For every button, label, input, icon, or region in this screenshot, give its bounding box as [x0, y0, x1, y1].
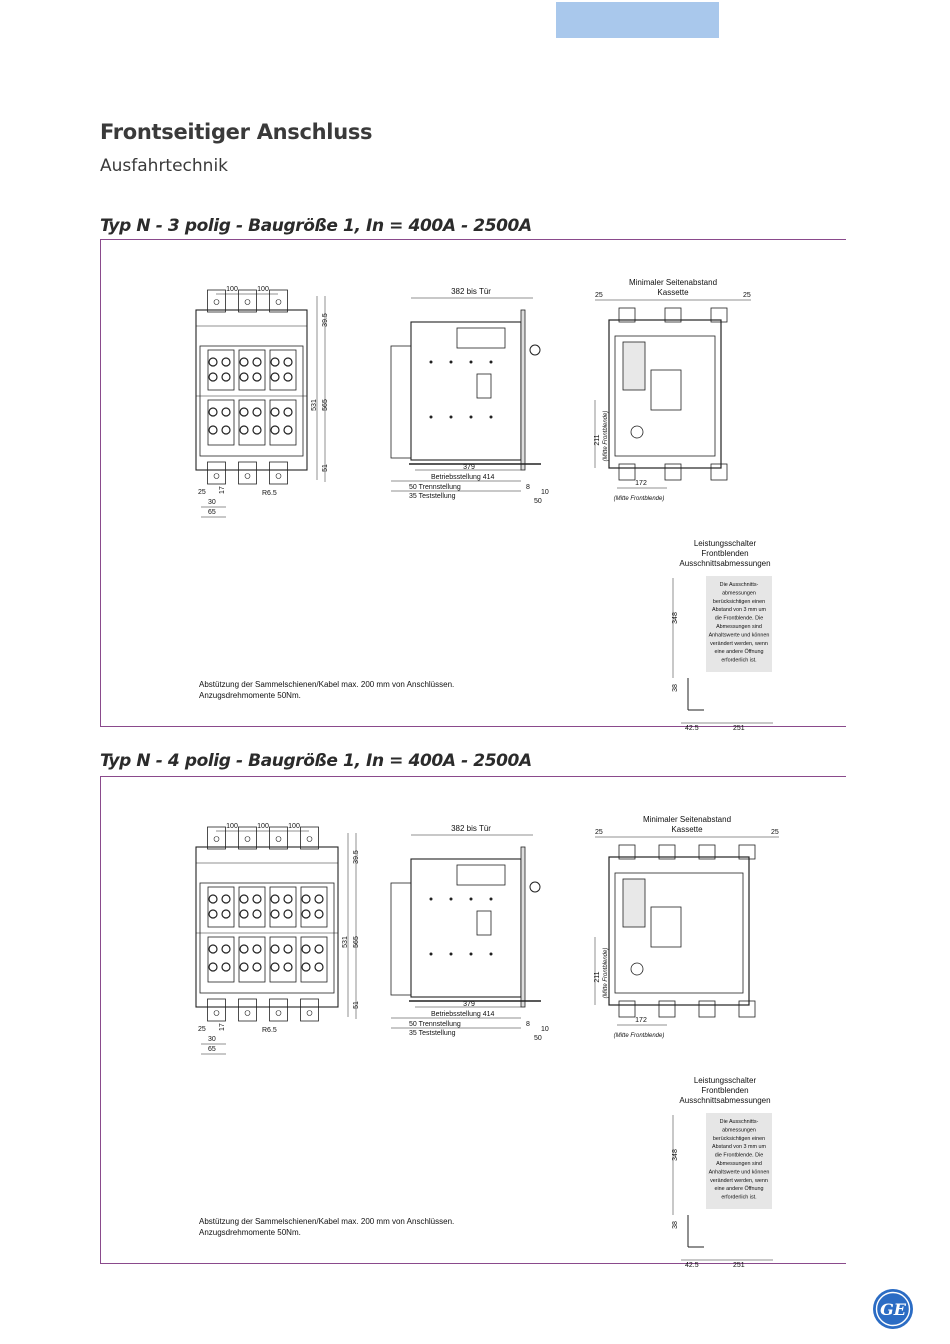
terminal-screw	[284, 895, 292, 903]
dim-25-left: 25	[595, 829, 603, 836]
dim-10: 10	[541, 489, 549, 496]
dim-565: 565	[353, 936, 360, 948]
rear-terminal-bottom	[739, 1001, 755, 1017]
side-handle	[530, 345, 540, 355]
dim-25-right: 25	[743, 292, 751, 299]
cutout-note-line: Abstand von 3 mm um	[712, 607, 766, 614]
bolt-hole	[214, 300, 219, 305]
pole-lower	[301, 937, 327, 982]
dim-38: 38	[672, 1221, 679, 1229]
dim-42-5: 42.5	[685, 725, 699, 732]
pole-lower	[208, 400, 234, 445]
cutout-title-1: Leistungsschalter	[693, 1076, 757, 1085]
pole-upper	[208, 887, 234, 927]
bolt-hole	[245, 1011, 250, 1016]
side-rivet	[450, 361, 453, 364]
mitte-frontblende-vertical: (Mitte Frontblende)	[603, 410, 609, 462]
terminal-screw	[284, 426, 292, 434]
pole-lower	[208, 937, 234, 982]
dim-pitch: 100	[257, 823, 269, 830]
footnote-abstuetzung: Abstützung der Sammelschienen/Kabel max. 200 mm von Anschlüssen.	[199, 680, 455, 689]
side-rivet	[450, 953, 453, 956]
side-rivet	[470, 361, 473, 364]
cutout-note-line: die Frontblende. Die	[714, 1152, 764, 1159]
busbar-bottom	[301, 999, 319, 1021]
mitte-frontblende-vertical: (Mitte Frontblende)	[603, 947, 609, 999]
dim-565: 565	[322, 399, 329, 411]
rear-terminal-bottom	[619, 1001, 635, 1017]
terminal-screw	[240, 910, 248, 918]
dim-348: 348	[672, 1149, 679, 1161]
busbar-top	[239, 827, 257, 849]
side-rivet	[430, 416, 433, 419]
dim-382-bis-tuer: 382 bis Tür	[451, 824, 491, 833]
bolt-hole	[276, 300, 281, 305]
dim-25: 25	[198, 489, 206, 496]
terminal-screw	[222, 358, 230, 366]
dim-trennstellung: 50 Trennstellung	[409, 1021, 461, 1028]
dim-39-5: 39.5	[353, 850, 360, 864]
terminal-screw	[284, 358, 292, 366]
terminal-screw	[284, 910, 292, 918]
busbar-top	[270, 827, 288, 849]
footnote-abstuetzung: Abstützung der Sammelschienen/Kabel max. 200 mm von Anschlüssen.	[199, 1217, 455, 1226]
cutout-note-line: Abmessungen sind	[716, 624, 762, 630]
kassette-window	[623, 342, 645, 390]
front-panel	[200, 883, 334, 993]
terminal-screw	[271, 373, 279, 381]
terminal-screw	[253, 426, 261, 434]
terminal-screw	[240, 963, 248, 971]
dim-51: 51	[353, 1001, 360, 1009]
terminal-screw	[271, 910, 279, 918]
side-rivet	[490, 898, 493, 901]
terminal-screw	[302, 945, 310, 953]
dim-r6-5: R6.5	[262, 490, 277, 497]
terminal-screw	[271, 963, 279, 971]
terminal-screw	[253, 408, 261, 416]
bolt-hole	[214, 474, 219, 479]
dim-betriebsstellung: Betriebsstellung 414	[431, 1011, 495, 1018]
dim-50: 50	[534, 1035, 542, 1042]
busbar-top	[301, 827, 319, 849]
bolt-hole	[245, 300, 250, 305]
terminal-screw	[284, 408, 292, 416]
terminal-screw	[240, 945, 248, 953]
dim-30: 30	[208, 1036, 216, 1043]
dim-betriebsstellung: Betriebsstellung 414	[431, 474, 495, 481]
side-label-plate	[457, 328, 505, 348]
cutout-title-2: Frontblenden	[701, 1086, 749, 1095]
dim-382-bis-tuer: 382 bis Tür	[451, 287, 491, 296]
terminal-screw	[253, 963, 261, 971]
dim-pitch: 100	[226, 286, 238, 293]
terminal-screw	[209, 895, 217, 903]
kassette-window	[623, 879, 645, 927]
pole-upper	[239, 887, 265, 927]
terminal-screw	[253, 373, 261, 381]
pole-lower	[270, 400, 296, 445]
rear-terminal-bottom	[699, 1001, 715, 1017]
cutout-title-2: Frontblenden	[701, 549, 749, 558]
cutout-note-line: eine andere Öffnung	[714, 1186, 764, 1193]
dim-65: 65	[208, 509, 216, 516]
pole-lower	[239, 937, 265, 982]
dim-211: 211	[594, 434, 601, 446]
ge-logo-icon	[872, 1288, 914, 1330]
side-rear-block	[391, 883, 411, 995]
busbar-top	[208, 290, 226, 312]
dim-348: 348	[672, 612, 679, 624]
dim-teststellung: 35 Teststellung	[409, 1030, 456, 1037]
dim-8: 8	[526, 1021, 530, 1028]
cutout-note-line: erforderlich ist.	[721, 1194, 757, 1201]
terminal-screw	[222, 945, 230, 953]
side-rivet	[430, 361, 433, 364]
cutout-note-line: berücksichtigen einen	[712, 598, 766, 605]
pole-lower	[239, 400, 265, 445]
cutout-title-3: Ausschnittsabmessungen	[679, 1096, 771, 1105]
section-title-4pol: Typ N - 4 polig - Baugröße 1, In = 400A - 2500A	[100, 751, 532, 771]
dim-531: 531	[342, 936, 349, 948]
kassette-controls	[651, 370, 681, 410]
terminal-screw	[222, 910, 230, 918]
bolt-hole	[276, 474, 281, 479]
terminal-screw	[271, 426, 279, 434]
terminal-screw	[302, 963, 310, 971]
terminal-screw	[240, 358, 248, 366]
dim-50: 50	[534, 498, 542, 505]
dim-pitch: 100	[226, 823, 238, 830]
terminal-screw	[315, 963, 323, 971]
side-rivet	[490, 953, 493, 956]
dim-172: 172	[635, 480, 647, 487]
terminal-screw	[253, 358, 261, 366]
dim-51: 51	[322, 464, 329, 472]
busbar-bottom	[208, 999, 226, 1021]
page-title: Frontseitiger Anschluss	[100, 120, 373, 144]
busbar-top	[270, 290, 288, 312]
side-body	[411, 859, 521, 997]
terminal-screw	[209, 408, 217, 416]
side-handle	[530, 882, 540, 892]
terminal-screw	[253, 895, 261, 903]
dim-251: 251	[733, 725, 745, 732]
kassette-knob	[631, 426, 643, 438]
side-body	[411, 322, 521, 460]
cutout-title-3: Ausschnittsabmessungen	[679, 559, 771, 568]
busbar-top	[208, 827, 226, 849]
terminal-screw	[209, 910, 217, 918]
side-lever	[477, 374, 491, 398]
mitte-frontblende-horizontal: (Mitte Frontblende)	[613, 1033, 665, 1039]
dim-531: 531	[311, 399, 318, 411]
cutout-note-line: eine andere Öffnung	[714, 649, 764, 656]
busbar-bottom	[239, 462, 257, 484]
drawing-frame-3pol	[100, 239, 846, 732]
ge-logo-text: GE	[880, 1300, 906, 1319]
kassette-controls	[651, 907, 681, 947]
busbar-bottom	[239, 999, 257, 1021]
terminal-screw	[315, 895, 323, 903]
dim-251: 251	[733, 1262, 745, 1269]
kassette-title-1: Minimaler Seitenabstand	[642, 815, 732, 824]
terminal-screw	[315, 910, 323, 918]
dim-211: 211	[594, 971, 601, 983]
dim-r6-5: R6.5	[262, 1027, 277, 1034]
terminal-screw	[222, 408, 230, 416]
terminal-screw	[222, 963, 230, 971]
side-rivet	[470, 416, 473, 419]
kassette-knob	[631, 963, 643, 975]
pole-upper	[270, 350, 296, 390]
busbar-top	[239, 290, 257, 312]
dim-42-5: 42.5	[685, 1262, 699, 1269]
side-rivet	[450, 416, 453, 419]
rear-terminal-bottom	[659, 1001, 675, 1017]
terminal-screw	[240, 373, 248, 381]
terminal-screw	[271, 358, 279, 366]
header-tab-bar	[556, 2, 719, 38]
kassette-title-1: Minimaler Seitenabstand	[628, 278, 718, 287]
rear-terminal-bottom	[619, 464, 635, 480]
pole-upper	[208, 350, 234, 390]
terminal-screw	[222, 426, 230, 434]
side-rear-block	[391, 346, 411, 458]
terminal-screw	[209, 963, 217, 971]
terminal-screw	[240, 895, 248, 903]
terminal-screw	[222, 373, 230, 381]
bolt-hole	[307, 837, 312, 842]
side-door-frame	[521, 310, 525, 470]
side-door-frame	[521, 847, 525, 1007]
side-rivet	[450, 898, 453, 901]
cutout-note-line: verändert werden, wenn	[710, 640, 768, 647]
side-rivet	[490, 361, 493, 364]
side-rivet	[430, 953, 433, 956]
dim-10: 10	[541, 1026, 549, 1033]
terminal-screw	[253, 910, 261, 918]
cutout-note-line: Abstand von 3 mm um	[712, 1144, 766, 1151]
dim-trennstellung: 50 Trennstellung	[409, 484, 461, 491]
footnote-anzugsdrehmomente: Anzugsdrehmomente 50Nm.	[199, 691, 301, 700]
terminal-screw	[209, 358, 217, 366]
terminal-screw	[302, 895, 310, 903]
cutout-note-line: Anhaltswerte und können	[708, 632, 770, 639]
dim-38: 38	[672, 684, 679, 692]
dim-379: 379	[463, 464, 475, 471]
rear-terminal-bottom	[711, 464, 727, 480]
pole-upper	[301, 887, 327, 927]
terminal-screw	[240, 408, 248, 416]
technical-drawing-3pol	[101, 240, 846, 732]
busbar-bottom	[270, 999, 288, 1021]
bolt-hole	[307, 1011, 312, 1016]
mitte-frontblende-horizontal: (Mitte Frontblende)	[613, 496, 665, 502]
kassette-title-2: Kassette	[671, 825, 703, 834]
dim-65: 65	[208, 1046, 216, 1053]
cutout-note-line: die Frontblende. Die	[714, 615, 764, 622]
cutout-note-line: Die Ausschnitts-	[719, 1119, 759, 1125]
bolt-hole	[214, 1011, 219, 1016]
bolt-hole	[276, 1011, 281, 1016]
drawing-frame-4pol	[100, 776, 846, 1269]
technical-drawing-4pol	[101, 777, 846, 1269]
terminal-screw	[302, 910, 310, 918]
cutout-note-line: Abmessungen sind	[716, 1161, 762, 1167]
terminal-screw	[271, 895, 279, 903]
side-lever	[477, 911, 491, 935]
bolt-hole	[245, 474, 250, 479]
dim-25: 25	[198, 1026, 206, 1033]
bolt-hole	[214, 837, 219, 842]
terminal-screw	[284, 945, 292, 953]
terminal-screw	[253, 945, 261, 953]
dim-pitch: 100	[257, 286, 269, 293]
terminal-screw	[271, 408, 279, 416]
dim-17: 17	[219, 1023, 226, 1031]
terminal-screw	[209, 373, 217, 381]
terminal-screw	[209, 426, 217, 434]
cutout-note-line: abmessungen	[722, 1127, 756, 1134]
dim-25-right: 25	[771, 829, 779, 836]
side-rivet	[470, 953, 473, 956]
terminal-screw	[271, 945, 279, 953]
cutout-note-line: verändert werden, wenn	[710, 1177, 768, 1184]
cutout-note-line: Anhaltswerte und können	[708, 1169, 770, 1176]
side-label-plate	[457, 865, 505, 885]
cutout-note-line: erforderlich ist.	[721, 657, 757, 664]
cutout-title-1: Leistungsschalter	[693, 539, 757, 548]
cutout-note-line: Die Ausschnitts-	[719, 582, 759, 588]
terminal-screw	[240, 426, 248, 434]
terminal-screw	[315, 945, 323, 953]
dim-30: 30	[208, 499, 216, 506]
busbar-bottom	[270, 462, 288, 484]
busbar-bottom	[208, 462, 226, 484]
dim-379: 379	[463, 1001, 475, 1008]
pole-upper	[239, 350, 265, 390]
terminal-screw	[284, 963, 292, 971]
side-rivet	[470, 898, 473, 901]
dim-17: 17	[219, 486, 226, 494]
side-rivet	[430, 898, 433, 901]
dim-teststellung: 35 Teststellung	[409, 493, 456, 500]
side-rivet	[490, 416, 493, 419]
page-subtitle: Ausfahrtechnik	[100, 156, 229, 176]
dim-pitch: 100	[288, 823, 300, 830]
kassette-title-2: Kassette	[657, 288, 689, 297]
rear-terminal-bottom	[665, 464, 681, 480]
dim-25-left: 25	[595, 292, 603, 299]
section-title-3pol: Typ N - 3 polig - Baugröße 1, In = 400A - 2500A	[100, 216, 532, 236]
terminal-screw	[284, 373, 292, 381]
dim-172: 172	[635, 1017, 647, 1024]
dim-39-5: 39.5	[322, 313, 329, 327]
pole-lower	[270, 937, 296, 982]
terminal-screw	[222, 895, 230, 903]
bolt-hole	[245, 837, 250, 842]
cutout-note-line: abmessungen	[722, 590, 756, 597]
pole-upper	[270, 887, 296, 927]
bolt-hole	[276, 837, 281, 842]
footnote-anzugsdrehmomente: Anzugsdrehmomente 50Nm.	[199, 1228, 301, 1237]
cutout-note-line: berücksichtigen einen	[712, 1135, 766, 1142]
terminal-screw	[209, 945, 217, 953]
dim-8: 8	[526, 484, 530, 491]
